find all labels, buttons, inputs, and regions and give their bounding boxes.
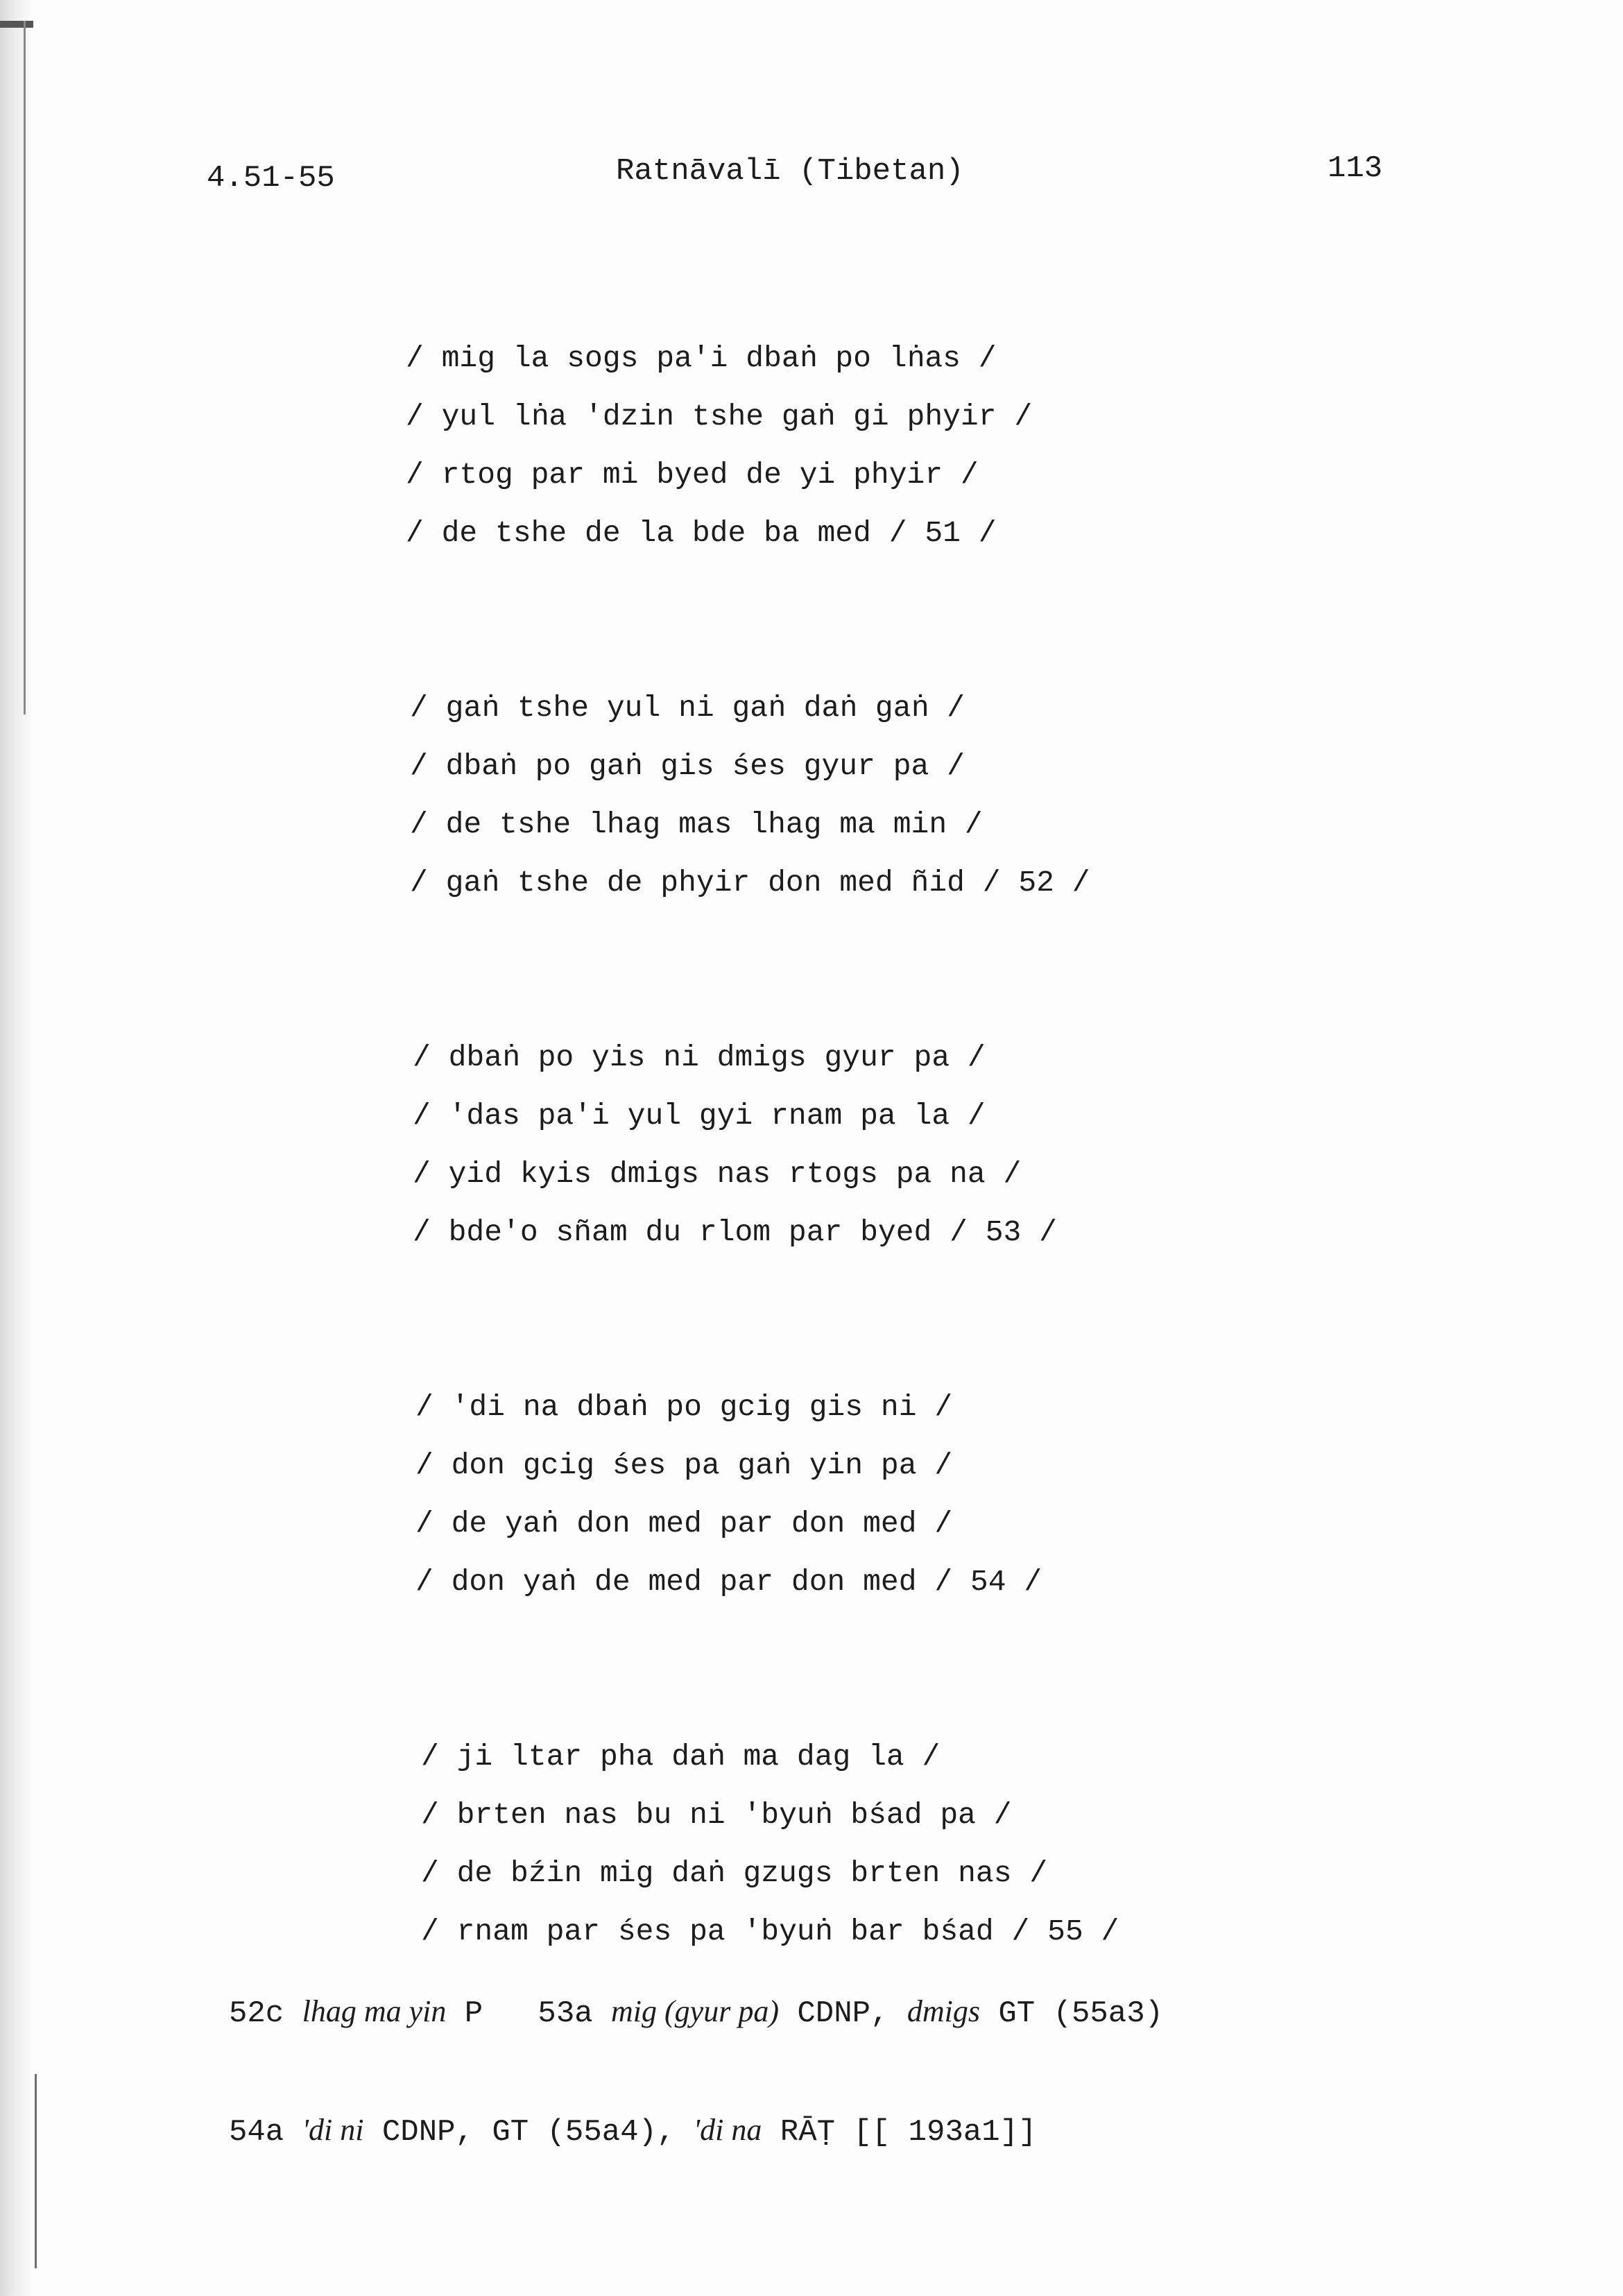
footnote-line-2 [229,2111,1163,2152]
verse-line: / de yaṅ don med par don med / [415,1507,953,1541]
variant-reading: lhag ma yin [302,1994,447,2028]
verse-line: / de bźin mig daṅ gzugs brten nas / [421,1856,1048,1890]
verse-line: / dbaṅ po gaṅ gis śes gyur pa / [410,749,965,783]
variant-reading: dmigs [907,1994,980,2028]
verse-block [406,329,1119,1961]
verse-line: / de tshe de la bde ba med / 51 / [406,516,997,550]
stanza-51 [406,329,1119,563]
verse-line: / bde'o sñam du rlom par byed / 53 / [413,1215,1057,1249]
scan-edge-line [24,21,26,714]
stanza-52 [406,679,1119,912]
footnote-line-1 [229,1992,1163,2033]
stanza-54 [406,1378,1119,1611]
stanza-53 [406,1029,1119,1262]
verse-line: / yid kyis dmigs nas rtogs pa na / [413,1157,1022,1191]
running-title: Ratnāvalī (Tibetan) [616,154,964,189]
variant-reading: 'di na [693,2113,762,2147]
witness-sigla: CDNP, [779,1996,907,2031]
verse-line: / ji ltar pha daṅ ma dag la / [421,1740,941,1774]
scan-corner-mark [0,21,33,28]
verse-line: / rtog par mi byed de yi phyir / [406,458,979,492]
footnote-ref: 52c [229,1996,302,2031]
apparatus-footnotes [229,1914,1163,2229]
verse-line: / yul lṅa 'dzin tshe gaṅ gi phyir / [406,400,1033,434]
footnote-ref: 54a [229,2115,302,2150]
verse-line: / dbaṅ po yis ni dmigs gyur pa / [413,1040,986,1074]
page-number: 113 [1328,151,1383,186]
verse-line: / don gcig śes pa gaṅ yin pa / [415,1448,953,1482]
section-reference: 4.51-55 [207,161,335,196]
witness-sigla: P 53a [446,1996,612,2031]
witness-sigla: GT (55a3) [979,1996,1164,2031]
verse-line: / gaṅ tshe yul ni gaṅ daṅ gaṅ / [410,691,965,725]
scan-edge [0,0,32,2296]
witness-sigla: CDNP, GT (55a4), [363,2115,694,2150]
variant-reading: 'di ni [302,2113,364,2147]
scan-margin-line [35,2074,37,2268]
page-header [0,151,1623,196]
verse-line: / 'di na dbaṅ po gcig gis ni / [415,1390,953,1424]
verse-line: / de tshe lhag mas lhag ma min / [410,807,983,841]
verse-line: / brten nas bu ni 'byuṅ bśad pa / [421,1798,1012,1832]
verse-line: / 'das pa'i yul gyi rnam pa la / [413,1099,986,1133]
witness-sigla: RĀṬ [[ 193a1]] [762,2115,1037,2150]
verse-line: / rnam par śes pa 'byuṅ bar bśad / 55 / [421,1914,1119,1948]
variant-reading: mig (gyur pa) [611,1994,779,2028]
verse-line: / mig la sogs pa'i dbaṅ po lṅas / [406,341,997,375]
verse-line: / gaṅ tshe de phyir don med ñid / 52 / [410,866,1090,900]
verse-line: / don yaṅ de med par don med / 54 / [415,1565,1042,1599]
